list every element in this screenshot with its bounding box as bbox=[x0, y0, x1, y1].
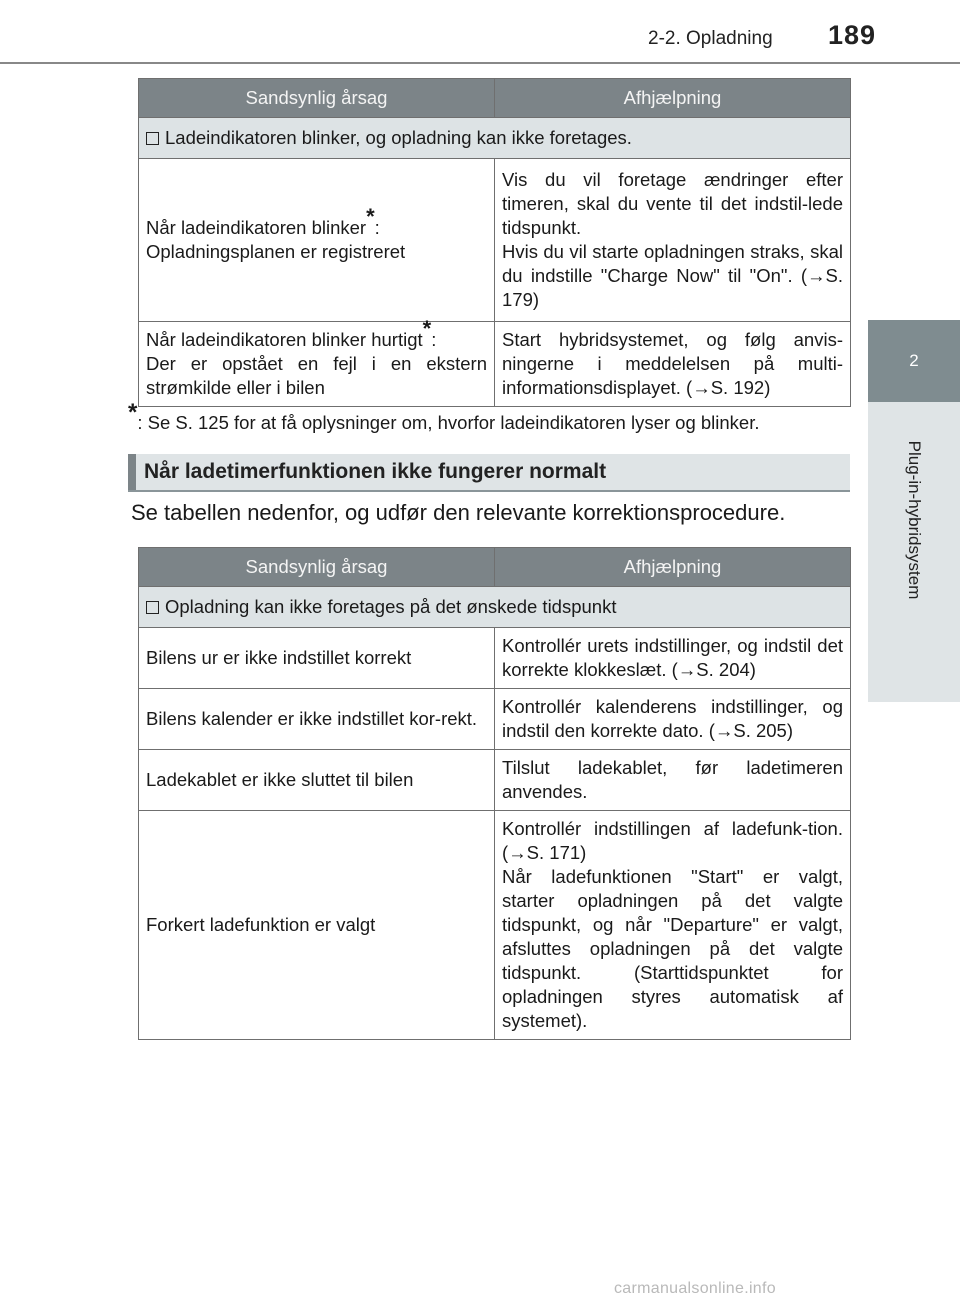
group-label: Ladeindikatoren blinker, og opladning kan ikke foretages. bbox=[165, 127, 632, 148]
header-rule bbox=[0, 62, 960, 64]
remedy-cell: Tilslut ladekablet, før ladetimeren anvendes. bbox=[495, 750, 851, 811]
column-header-remedy: Afhjælpning bbox=[495, 79, 851, 118]
section-title: 2-2. Opladning bbox=[648, 28, 773, 49]
remedy-cell bbox=[495, 811, 851, 1040]
cause-cell bbox=[139, 316, 495, 407]
cause-cell: Bilens kalender er ikke indstillet kor-rekt. bbox=[139, 689, 495, 750]
footnote-marker: * bbox=[366, 204, 375, 229]
cause-text: Når ladeindikatoren blinker hurtigt bbox=[146, 329, 423, 350]
group-label: Opladning kan ikke foretages på det ønskede tidspunkt bbox=[165, 596, 617, 617]
table-row bbox=[139, 159, 851, 322]
remedy-text: Vis du vil foretage ændringer efter timeren, skal du vente til det indstil-lede tidspunkt. bbox=[502, 169, 843, 238]
table-group-row bbox=[139, 118, 851, 159]
cause-remedy-table-2 bbox=[138, 547, 851, 1040]
section-heading-text: Når ladetimerfunktionen ikke fungerer normalt bbox=[144, 460, 607, 483]
chapter-label: Plug-in-hybridsystem bbox=[905, 440, 924, 600]
checkbox-icon bbox=[146, 132, 159, 145]
footnote-star: * bbox=[128, 399, 138, 426]
column-header-cause: Sandsynlig årsag bbox=[139, 548, 495, 587]
column-header-remedy: Afhjælpning bbox=[495, 548, 851, 587]
chapter-tab bbox=[868, 320, 960, 402]
column-header-cause: Sandsynlig årsag bbox=[139, 79, 495, 118]
section-heading-bar bbox=[128, 454, 136, 490]
cause-text: Når ladeindikatoren blinker bbox=[146, 217, 367, 238]
table-group-row bbox=[139, 587, 851, 628]
table-row bbox=[139, 750, 851, 811]
remedy-text: Kontrollér indstillingen af ladefunk-tion. (→S. 171) bbox=[502, 818, 843, 863]
remedy-cell bbox=[495, 159, 851, 322]
cause-cell: Forkert ladefunktion er valgt bbox=[139, 811, 495, 1040]
table-header-row bbox=[139, 548, 851, 587]
cause-remedy-table-1 bbox=[138, 78, 851, 407]
table-row bbox=[139, 322, 851, 407]
table-row bbox=[139, 689, 851, 750]
footnote-marker: * bbox=[422, 316, 432, 341]
checkbox-icon bbox=[146, 601, 159, 614]
table-row bbox=[139, 811, 851, 1040]
remedy-text: Hvis du vil starte opladningen straks, skal du indstille "Charge Now" til "On". (→S. 179) bbox=[502, 241, 843, 310]
watermark: carmanualsonline.info bbox=[614, 1280, 776, 1297]
footnote-text: : Se S. 125 for at få oplysninger om, hvorfor ladeindikatoren lyser og blinker. bbox=[137, 412, 760, 433]
group-cell bbox=[139, 118, 851, 159]
cause-detail: Opladningsplanen er registreret bbox=[146, 241, 406, 262]
remedy-cell: Kontrollér urets indstillinger, og indstil det korrekte klokkeslæt. (→S. 204) bbox=[495, 628, 851, 689]
cause-colon: : bbox=[374, 217, 380, 238]
table-header-row bbox=[139, 79, 851, 118]
cause-colon: : bbox=[431, 329, 437, 350]
section-heading bbox=[128, 454, 850, 492]
cause-detail: Der er opstået en fejl i en ekstern strømkilde eller i bilen bbox=[146, 353, 487, 398]
remedy-cell: Kontrollér kalenderens indstillinger, og indstil den korrekte dato. (→S. 205) bbox=[495, 689, 851, 750]
remedy-cell: Start hybridsystemet, og følg anvis-ningerne i meddelelsen på multi-informationsdisplayet. (→S. 192) bbox=[495, 322, 851, 407]
group-cell bbox=[139, 587, 851, 628]
remedy-text: Når ladefunktionen "Start" er valgt, starter opladningen på det valgte tidspunkt, og når "Departure" er valgt, afsluttes opladningen på det valgte tidspunkt. (Starttidspunktet for opladningen styres automatisk af systemet). bbox=[502, 866, 843, 1031]
footnote bbox=[128, 399, 858, 434]
page-number: 189 bbox=[828, 20, 877, 50]
chapter-number: 2 bbox=[909, 351, 919, 370]
cause-cell: Bilens ur er ikke indstillet korrekt bbox=[139, 628, 495, 689]
intro-text: Se tabellen nedenfor, og udfør den relevante korrektionsprocedure. bbox=[131, 500, 786, 525]
cause-cell bbox=[139, 159, 495, 322]
table-row bbox=[139, 628, 851, 689]
cause-cell: Ladekablet er ikke sluttet til bilen bbox=[139, 750, 495, 811]
